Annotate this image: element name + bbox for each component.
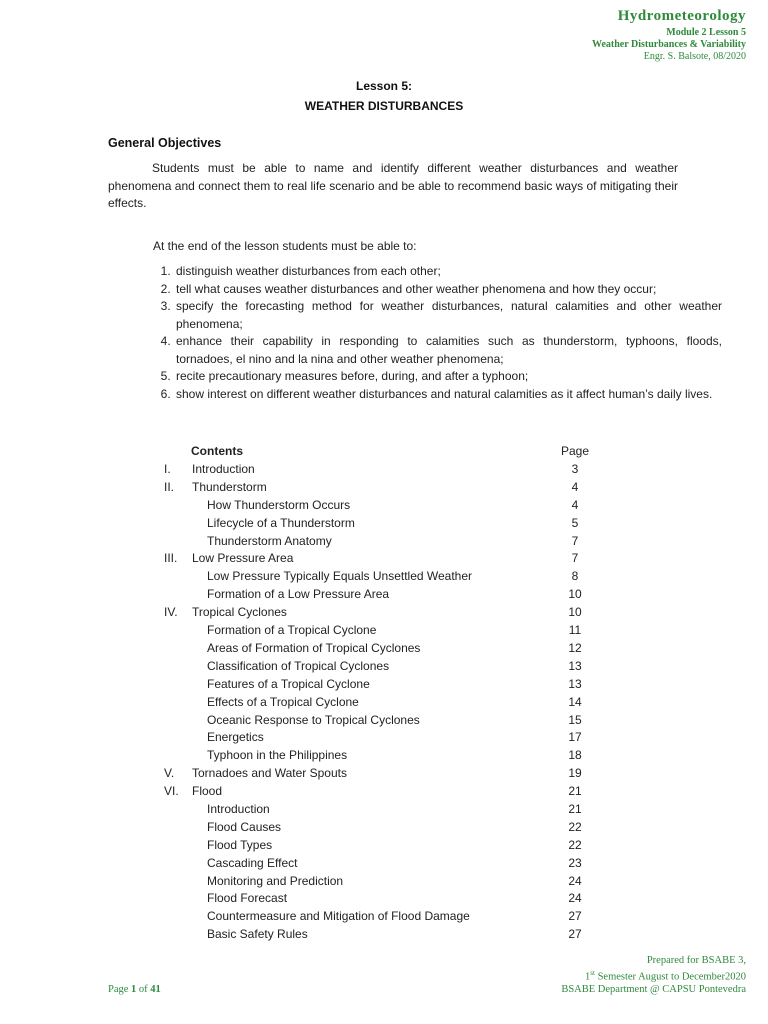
footer-prepared: Prepared for BSABE 3,	[646, 955, 746, 966]
toc-entry-title: Flood	[192, 784, 223, 798]
toc-entry-page: 19	[568, 766, 582, 780]
toc-entry-title: Countermeasure and Mitigation of Flood Damage	[207, 909, 470, 923]
header-module: Module 2 Lesson 5	[666, 27, 746, 38]
toc-entry-title: Lifecycle of a Thunderstorm	[207, 516, 355, 530]
toc-entry-page: 7	[571, 534, 579, 548]
objectives-intro: At the end of the lesson students must be able to:	[153, 239, 417, 253]
toc-numeral: II.	[164, 480, 175, 494]
toc-entry-title: Flood Causes	[207, 820, 282, 834]
toc-entry-title: Thunderstorm Anatomy	[207, 534, 332, 548]
page-column-heading: Page	[560, 444, 590, 458]
toc-entry-title: Typhoon in the Philippines	[207, 748, 348, 762]
toc-entry-title: Tropical Cyclones	[192, 605, 287, 619]
toc-entry-title: Energetics	[207, 730, 264, 744]
toc-entry-page: 3	[571, 462, 579, 476]
objectives-heading: General Objectives	[108, 136, 222, 150]
toc-entry-title: Flood Forecast	[207, 891, 288, 905]
toc-entry-page: 27	[568, 909, 582, 923]
toc-entry-title: Introduction	[192, 462, 255, 476]
footer-department: BSABE Department @ CAPSU Pontevedra	[561, 984, 746, 995]
contents-heading: Contents	[191, 444, 243, 458]
toc-entry-title: How Thunderstorm Occurs	[207, 498, 351, 512]
list-item: 5. recite precautionary measures before, during, and after a typhoon;	[174, 368, 722, 386]
toc-entry-page: 4	[571, 498, 579, 512]
toc-entry-title: Areas of Formation of Tropical Cyclones	[207, 641, 421, 655]
lesson-title: WEATHER DISTURBANCES	[304, 99, 464, 113]
toc-entry-page: 22	[568, 838, 582, 852]
toc-entry-title: Formation of a Low Pressure Area	[207, 587, 390, 601]
toc-entry-title: Classification of Tropical Cyclones	[207, 659, 390, 673]
toc-entry-page: 13	[568, 677, 582, 691]
toc-entry-page: 17	[568, 730, 582, 744]
toc-entry-title: Introduction	[207, 802, 270, 816]
toc-entry-page: 15	[568, 713, 582, 727]
toc-entry-page: 24	[568, 891, 582, 905]
toc-numeral: VI.	[164, 784, 179, 798]
toc-entry-page: 27	[568, 927, 582, 941]
toc-entry-page: 10	[568, 605, 582, 619]
toc-entry-page: 14	[568, 695, 582, 709]
toc-numeral: I.	[164, 462, 171, 476]
toc-numeral: IV.	[164, 605, 178, 619]
toc-entry-page: 8	[571, 569, 579, 583]
header-subtitle: Weather Disturbances & Variability	[592, 39, 746, 50]
toc-entry-title: Monitoring and Prediction	[207, 874, 344, 888]
list-item: 1. distinguish weather disturbances from each other;	[174, 263, 722, 281]
footer-semester: 1st Semester August to December2020	[585, 969, 746, 983]
toc-entry-page: 18	[568, 748, 582, 762]
toc-entry-title: Cascading Effect	[207, 856, 298, 870]
toc-entry-page: 5	[571, 516, 579, 530]
toc-entry-page: 22	[568, 820, 582, 834]
toc-entry-page: 10	[568, 587, 582, 601]
toc-entry-title: Tornadoes and Water Spouts	[192, 766, 347, 780]
toc-entry-page: 23	[568, 856, 582, 870]
toc-entry-title: Flood Types	[207, 838, 273, 852]
objectives-list	[130, 263, 722, 403]
toc-entry-page: 11	[568, 623, 582, 637]
toc-entry-page: 21	[568, 784, 582, 798]
toc-entry-page: 7	[571, 551, 579, 565]
list-item: 6. show interest on different weather disturbances and natural calamities as it affect human’s daily lives.	[174, 386, 722, 404]
toc-entry-title: Features of a Tropical Cyclone	[207, 677, 370, 691]
page-indicator: Page 1 of 41	[108, 984, 161, 995]
toc-entry-page: 21	[568, 802, 582, 816]
toc-entry-title: Oceanic Response to Tropical Cyclones	[207, 713, 420, 727]
list-item: 4. enhance their capability in responding to calamities such as thunderstorm, typhoons, floods, tornadoes, el nino and la nina and other weather phenomena;	[174, 333, 722, 368]
list-item: 3. specify the forecasting method for weather disturbances, natural calamities and other weather phenomena;	[174, 298, 722, 333]
toc-entry-page: 4	[571, 480, 579, 494]
toc-entry-title: Low Pressure Area	[192, 551, 294, 565]
toc-numeral: III.	[164, 551, 178, 565]
toc-entry-title: Basic Safety Rules	[207, 927, 308, 941]
objectives-paragraph: Students must be able to name and identify different weather disturbances and weather phenomena and connect them to real life scenario and be able to recommend basic ways of mitigating their effects.	[108, 161, 678, 210]
toc-entry-page: 13	[568, 659, 582, 673]
toc-entry-page: 12	[568, 641, 582, 655]
header-author: Engr. S. Balsote, 08/2020	[643, 51, 746, 62]
toc-entry-title: Thunderstorm	[192, 480, 267, 494]
list-item: 2. tell what causes weather disturbances and other weather phenomena and how they occur;	[174, 281, 722, 299]
toc-entry-page: 24	[568, 874, 582, 888]
toc-entry-title: Low Pressure Typically Equals Unsettled Weather	[207, 569, 473, 583]
toc-numeral: V.	[164, 766, 175, 780]
header-title: Hydrometeorology	[617, 8, 746, 24]
toc-entry-title: Effects of a Tropical Cyclone	[207, 695, 359, 709]
lesson-number: Lesson 5:	[355, 79, 412, 93]
toc-entry-title: Formation of a Tropical Cyclone	[207, 623, 377, 637]
